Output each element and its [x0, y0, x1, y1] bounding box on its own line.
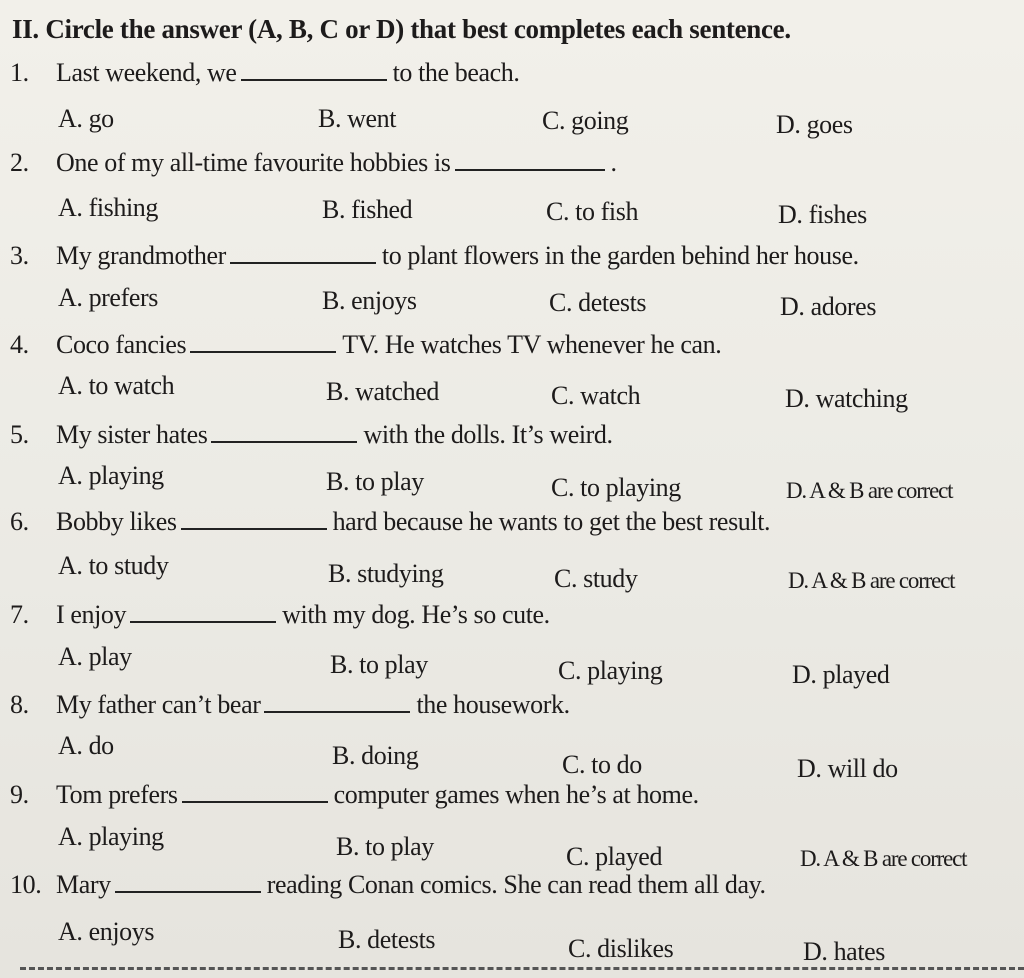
option-b[interactable]: B. to play — [326, 467, 424, 496]
option-b[interactable]: B. to play — [336, 832, 434, 861]
question-text-after: with the dolls. It’s weird. — [363, 420, 613, 449]
option-a[interactable]: A. do — [58, 731, 114, 760]
question-number: 1. — [10, 58, 29, 87]
question-number: 9. — [10, 780, 29, 809]
question-number: 8. — [10, 690, 29, 719]
answer-blank — [264, 710, 410, 713]
question-text-after: to plant flowers in the garden behind her house. — [381, 241, 859, 270]
answer-blank — [130, 620, 276, 623]
option-c[interactable]: C. to do — [562, 750, 642, 779]
answer-blank — [230, 261, 376, 264]
question-text-after: hard because he wants to get the best result. — [332, 507, 771, 536]
option-d[interactable]: D. adores — [780, 292, 877, 321]
question-text-before: I enjoy — [56, 600, 127, 629]
option-b[interactable]: B. went — [318, 104, 397, 133]
option-a[interactable]: A. enjoys — [58, 917, 155, 946]
option-c[interactable]: C. dislikes — [568, 934, 674, 963]
question-text-after: reading Conan comics. She can read them all day. — [266, 870, 766, 899]
question-6 — [10, 507, 770, 537]
question-text-before: My grandmother — [56, 241, 226, 270]
question-text-after: with my dog. He’s so cute. — [282, 600, 550, 629]
option-d[interactable]: D. will do — [797, 754, 898, 783]
option-d[interactable]: D. fishes — [778, 200, 867, 229]
question-9 — [10, 780, 699, 810]
answer-blank — [241, 78, 387, 81]
option-b[interactable]: B. doing — [332, 741, 419, 770]
option-a[interactable]: A. to watch — [58, 371, 175, 400]
option-c[interactable]: C. to playing — [551, 473, 681, 502]
option-c[interactable]: C. going — [542, 106, 629, 135]
question-text-before: One of my all-time favourite hobbies is — [56, 148, 451, 177]
question-number: 6. — [10, 507, 29, 536]
section-heading: II. Circle the answer (A, B, C or D) that best completes each sentence. — [12, 14, 791, 44]
option-b[interactable]: B. studying — [328, 559, 444, 588]
question-number: 5. — [10, 420, 29, 449]
option-c[interactable]: C. to fish — [546, 197, 639, 226]
answer-blank — [211, 440, 357, 443]
option-b[interactable]: B. enjoys — [322, 286, 417, 315]
question-7 — [10, 600, 550, 630]
option-d[interactable]: D. A & B are correct — [788, 568, 955, 593]
option-c[interactable]: C. study — [554, 564, 638, 593]
option-a[interactable]: A. playing — [58, 822, 164, 851]
question-2 — [10, 148, 617, 178]
answer-blank — [190, 350, 336, 353]
question-3 — [10, 241, 859, 271]
question-text-before: Mary — [56, 870, 111, 899]
answer-blank — [455, 168, 605, 171]
option-d[interactable]: D. A & B are correct — [800, 846, 967, 871]
question-5 — [10, 420, 613, 450]
question-1 — [10, 58, 520, 88]
option-d[interactable]: D. hates — [803, 937, 885, 966]
question-number: 10. — [10, 870, 42, 899]
question-text-before: Last weekend, we — [56, 58, 237, 87]
option-a[interactable]: A. go — [58, 104, 114, 133]
option-a[interactable]: A. to study — [58, 551, 169, 580]
option-a[interactable]: A. prefers — [58, 283, 158, 312]
dashed-divider — [20, 967, 1024, 970]
answer-blank — [182, 800, 328, 803]
question-4 — [10, 330, 721, 360]
option-c[interactable]: C. detests — [549, 288, 647, 317]
question-text-before: Bobby likes — [56, 507, 177, 536]
option-b[interactable]: B. to play — [330, 650, 428, 679]
option-c[interactable]: C. watch — [551, 381, 641, 410]
question-text-after: computer games when he’s at home. — [333, 780, 699, 809]
question-text-after: . — [610, 148, 617, 177]
option-c[interactable]: C. playing — [558, 656, 663, 685]
question-text-after: the housework. — [416, 690, 570, 719]
question-text-after: TV. He watches TV whenever he can. — [342, 330, 722, 359]
question-text-before: My father can’t bear — [56, 690, 261, 719]
option-c[interactable]: C. played — [566, 842, 663, 871]
question-text-before: My sister hates — [56, 420, 208, 449]
option-d[interactable]: D. goes — [776, 110, 853, 139]
option-a[interactable]: A. fishing — [58, 193, 159, 222]
question-number: 2. — [10, 148, 29, 177]
answer-blank — [181, 527, 327, 530]
question-10 — [10, 870, 766, 900]
question-8 — [10, 690, 570, 720]
question-number: 7. — [10, 600, 29, 629]
question-text-before: Coco fancies — [56, 330, 187, 359]
option-d[interactable]: D. A & B are correct — [786, 478, 953, 503]
option-b[interactable]: B. watched — [326, 377, 439, 406]
question-text-after: to the beach. — [392, 58, 520, 87]
option-a[interactable]: A. playing — [58, 461, 164, 490]
option-b[interactable]: B. detests — [338, 925, 436, 954]
question-number: 3. — [10, 241, 29, 270]
option-d[interactable]: D. played — [792, 660, 890, 689]
option-d[interactable]: D. watching — [785, 384, 908, 413]
option-a[interactable]: A. play — [58, 642, 132, 671]
question-text-before: Tom prefers — [56, 780, 178, 809]
option-b[interactable]: B. fished — [322, 195, 413, 224]
answer-blank — [115, 890, 261, 893]
question-number: 4. — [10, 330, 29, 359]
